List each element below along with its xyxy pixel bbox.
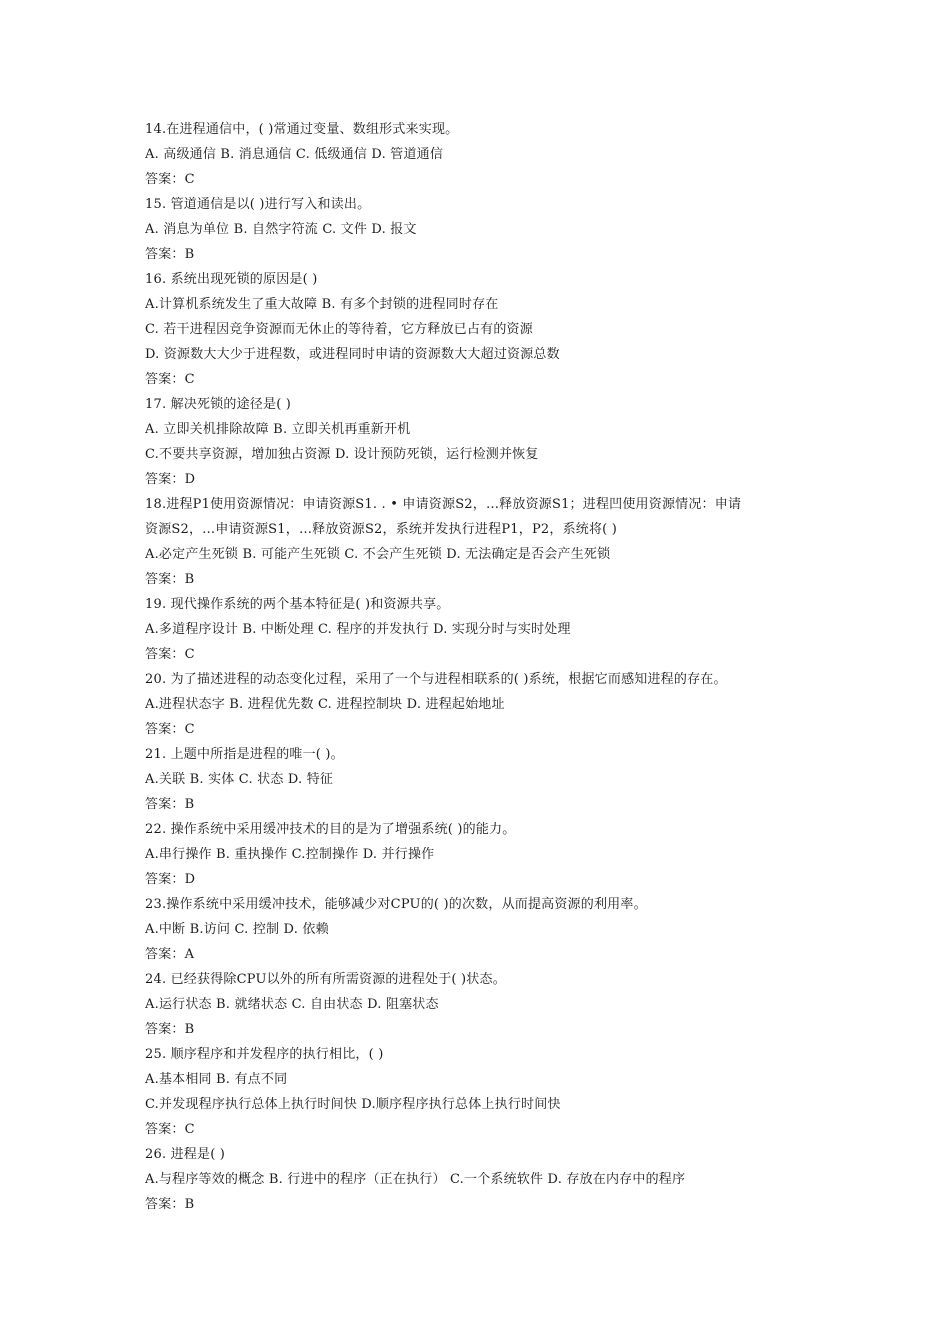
document-page bbox=[145, 117, 810, 1217]
text-line: 18.进程P1使用资源情况：申请资源S1. . • 申请资源S2，…释放资源S1；进程凹使用资源情况：申请 bbox=[145, 497, 742, 512]
text-line: 24. 已经获得除CPU以外的所有所需资源的进程处于( )状态。 bbox=[145, 972, 506, 987]
text-line: A.串行操作 B. 重执操作 C.控制操作 D. 并行操作 bbox=[145, 847, 435, 862]
text-line: A.必定产生死锁 B. 可能产生死锁 C. 不会产生死锁 D. 无法确定是否会产生死锁 bbox=[145, 547, 611, 562]
text-line: A. 高级通信 B. 消息通信 C. 低级通信 D. 管道通信 bbox=[145, 147, 444, 162]
text-line: A.多道程序设计 B. 中断处理 C. 程序的并发执行 D. 实现分时与实时处理 bbox=[145, 622, 571, 637]
text-line: 答案：B bbox=[145, 797, 195, 812]
text-line: 15. 管道通信是以( )进行写入和读出。 bbox=[145, 197, 371, 212]
text-line: A.运行状态 B. 就绪状态 C. 自由状态 D. 阻塞状态 bbox=[145, 997, 439, 1012]
text-line: 答案：C bbox=[145, 1122, 195, 1137]
text-line: 答案：D bbox=[145, 872, 196, 887]
text-line: 26. 进程是( ) bbox=[145, 1147, 226, 1162]
text-line: 21. 上题中所指是进程的唯一( )。 bbox=[145, 747, 344, 762]
text-line: A.基本相同 B. 有点不同 bbox=[145, 1072, 288, 1087]
text-line: 17. 解决死锁的途径是( ) bbox=[145, 397, 292, 412]
text-line: 答案：D bbox=[145, 472, 196, 487]
text-line: 答案：C bbox=[145, 172, 195, 187]
text-line: 23.操作系统中采用缓冲技术，能够减少对CPU的( )的次数，从而提高资源的利用率。 bbox=[145, 897, 647, 912]
text-line: 22. 操作系统中采用缓冲技术的目的是为了增强系统( )的能力。 bbox=[145, 822, 516, 837]
text-line: C.并发现程序执行总体上执行时间快 D.顺序程序执行总体上执行时间快 bbox=[145, 1097, 561, 1112]
text-line: 20. 为了描述进程的动态变化过程，采用了一个与进程相联系的( )系统，根据它而感知进程的存在。 bbox=[145, 672, 727, 687]
text-line: A.关联 B. 实体 C. 状态 D. 特征 bbox=[145, 772, 334, 787]
text-line: C.不要共享资源，增加独占资源 D. 设计预防死锁，运行检测并恢复 bbox=[145, 447, 539, 462]
text-line: 答案：A bbox=[145, 947, 195, 962]
text-line: C. 若干进程因竞争资源而无休止的等待着，它方释放已占有的资源 bbox=[145, 322, 533, 337]
text-line: A. 消息为单位 B. 自然字符流 C. 文件 D. 报文 bbox=[145, 222, 417, 237]
text-line: 答案：B bbox=[145, 1197, 195, 1212]
text-line: 16. 系统出现死锁的原因是( ) bbox=[145, 272, 318, 287]
text-line: 19. 现代操作系统的两个基本特征是( )和资源共享。 bbox=[145, 597, 450, 612]
text-line: 答案：B bbox=[145, 572, 195, 587]
text-line: A.计算机系统发生了重大故障 B. 有多个封锁的进程同时存在 bbox=[145, 297, 499, 312]
text-line: 25. 顺序程序和并发程序的执行相比，( ) bbox=[145, 1047, 384, 1062]
text-line: A.与程序等效的概念 B. 行进中的程序（正在执行） C.一个系统软件 D. 存放在内存中的程序 bbox=[145, 1172, 686, 1187]
text-line: 答案：B bbox=[145, 1022, 195, 1037]
text-line: 答案：C bbox=[145, 722, 195, 737]
text-line: 资源S2，…申请资源S1，…释放资源S2，系统并发执行进程P1，P2，系统将( ) bbox=[145, 522, 618, 537]
text-line: A.中断 B.访问 C. 控制 D. 依赖 bbox=[145, 922, 329, 937]
text-line: 14.在进程通信中，( )常通过变量、数组形式来实现。 bbox=[145, 122, 459, 137]
text-line: A. 立即关机排除故障 B. 立即关机再重新开机 bbox=[145, 422, 411, 437]
text-line: 答案：C bbox=[145, 372, 195, 387]
text-line: 答案：C bbox=[145, 647, 195, 662]
text-line: D. 资源数大大少于进程数，或进程同时申请的资源数大大超过资源总数 bbox=[145, 347, 560, 362]
text-line: 答案：B bbox=[145, 247, 195, 262]
text-line: A.进程状态字 B. 进程优先数 C. 进程控制块 D. 进程起始地址 bbox=[145, 697, 505, 712]
